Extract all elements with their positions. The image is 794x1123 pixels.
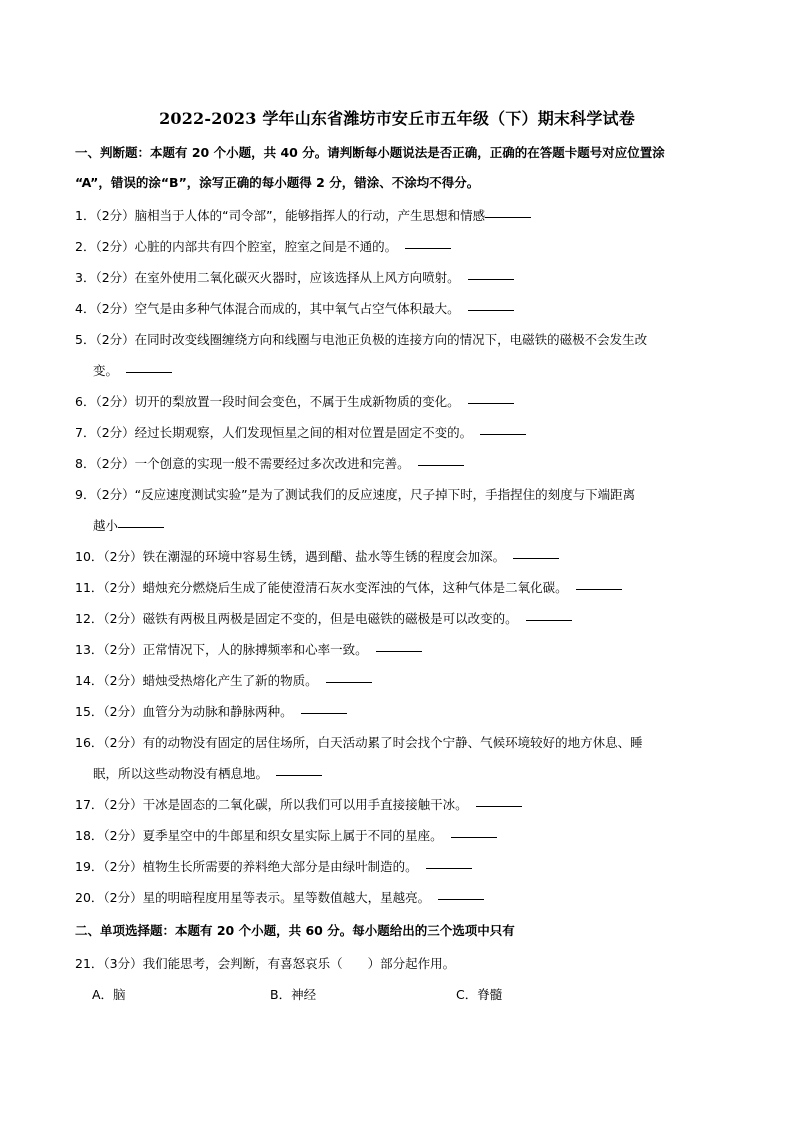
question-number: 14． xyxy=(75,673,104,688)
answer-blank[interactable] xyxy=(480,433,526,435)
option-a[interactable]: A．脑 xyxy=(92,987,126,1002)
question-12 xyxy=(75,603,735,634)
question-number: 4． xyxy=(75,301,96,316)
question-continuation: 眠，所以这些动物没有栖息地。 xyxy=(75,758,735,789)
question-text: （2分）植物生长所需要的养料绝大部分是由绿叶制造的。 xyxy=(103,859,418,874)
question-1 xyxy=(75,200,735,231)
question-20 xyxy=(75,882,735,913)
question-text: （2分）蜡烛受热熔化产生了新的物质。 xyxy=(103,673,318,688)
question-3 xyxy=(75,262,735,293)
section-1-heading-line-2: “A”，错误的涂“B”，涂写正确的每小题得 2 分，错涂、不涂均不得分。 xyxy=(75,175,480,190)
question-19 xyxy=(75,851,735,882)
question-text: （2分）经过长期观察，人们发现恒星之间的相对位置是固定不变的。 xyxy=(95,425,473,440)
question-text: （2分）心脏的内部共有四个腔室，腔室之间是不通的。 xyxy=(95,239,398,254)
question-17 xyxy=(75,789,735,820)
question-number: 9． xyxy=(75,487,96,502)
answer-blank[interactable] xyxy=(485,216,531,218)
question-number: 10． xyxy=(75,549,104,564)
question-number: 19． xyxy=(75,859,104,874)
question-number: 13． xyxy=(75,642,104,657)
answer-blank[interactable] xyxy=(438,898,484,900)
question-text: （2分）有的动物没有固定的居住场所，白天活动累了时会找个宁静、气候环境较好的地方休息、睡 xyxy=(103,735,643,750)
question-number: 8． xyxy=(75,456,96,471)
answer-blank[interactable] xyxy=(476,805,522,807)
question-text: （2分）干冰是固态的二氧化碳，所以我们可以用手直接接触干冰。 xyxy=(103,797,468,812)
question-text: （2分）星的明暗程度用星等表示。星等数值越大，星越亮。 xyxy=(103,890,431,905)
question-9 xyxy=(75,479,735,541)
question-number: 7． xyxy=(75,425,96,440)
question-text: （2分）一个创意的实现一般不需要经过多次改进和完善。 xyxy=(95,456,410,471)
answer-blank[interactable] xyxy=(426,867,472,869)
question-number: 15． xyxy=(75,704,104,719)
section-2-heading: 二、单项选择题：本题有 20 个小题，共 60 分。每小题给出的三个选项中只有 xyxy=(75,923,515,938)
answer-blank[interactable] xyxy=(276,774,322,776)
question-4 xyxy=(75,293,735,324)
question-continuation: 越小 xyxy=(75,510,735,541)
question-8 xyxy=(75,448,735,479)
question-number: 17． xyxy=(75,797,104,812)
answer-blank[interactable] xyxy=(326,681,372,683)
question-text: （2分）脑相当于人体的“司令部”，能够指挥人的行动，产生思想和情感 xyxy=(95,208,486,223)
answer-blank[interactable] xyxy=(513,557,559,559)
option-c[interactable]: C．脊髓 xyxy=(456,987,503,1002)
question-text: （2分）在室外使用二氧化碳灭火器时，应该选择从上风方向喷射。 xyxy=(95,270,460,285)
section-1-heading-line-1: 一、判断题：本题有 20 个小题，共 40 分。请判断每小题说法是否正确，正确的在答题卡题号对应位置涂 xyxy=(75,145,665,160)
question-number: 5． xyxy=(75,332,96,347)
answer-blank[interactable] xyxy=(468,402,514,404)
question-text: （2分）切开的梨放置一段时间会变色，不属于生成新物质的变化。 xyxy=(95,394,460,409)
question-10 xyxy=(75,541,735,572)
question-text: （2分）正常情况下，人的脉搏频率和心率一致。 xyxy=(103,642,368,657)
question-number: 20． xyxy=(75,890,104,905)
answer-blank[interactable] xyxy=(405,247,451,249)
question-text: （2分）磁铁有两极且两极是固定不变的，但是电磁铁的磁极是可以改变的。 xyxy=(103,611,518,626)
question-text: （2分）蜡烛充分燃烧后生成了能使澄清石灰水变浑浊的气体，这种气体是二氧化碳。 xyxy=(103,580,568,595)
question-number: 6． xyxy=(75,394,96,409)
question-2 xyxy=(75,231,735,262)
question-number: 12． xyxy=(75,611,104,626)
question-number: 11． xyxy=(75,580,104,595)
answer-blank[interactable] xyxy=(468,309,514,311)
question-15 xyxy=(75,696,735,727)
question-6 xyxy=(75,386,735,417)
question-text: （2分）“反应速度测试实验”是为了测试我们的反应速度，尺子掉下时，手指捏住的刻度与下端距离 xyxy=(95,487,636,502)
answer-blank[interactable] xyxy=(526,619,572,621)
option-b[interactable]: B．神经 xyxy=(270,987,317,1002)
question-5 xyxy=(75,324,735,386)
question-number: 16． xyxy=(75,735,104,750)
question-number: 3． xyxy=(75,270,96,285)
answer-blank[interactable] xyxy=(376,650,422,652)
answer-blank[interactable] xyxy=(576,588,622,590)
question-14 xyxy=(75,665,735,696)
answer-blank[interactable] xyxy=(468,278,514,280)
question-text: （2分）铁在潮湿的环境中容易生锈，遇到醋、盐水等生锈的程度会加深。 xyxy=(103,549,506,564)
page-title: 2022-2023 学年山东省潍坊市安丘市五年级（下）期末科学试卷 xyxy=(159,109,635,128)
answer-blank[interactable] xyxy=(301,712,347,714)
question-number: 1． xyxy=(75,208,96,223)
question-11 xyxy=(75,572,735,603)
answer-blank[interactable] xyxy=(418,464,464,466)
question-number: 2． xyxy=(75,239,96,254)
question-number: 18． xyxy=(75,828,104,843)
question-text: （2分）夏季星空中的牛郎星和织女星实际上属于不同的星座。 xyxy=(103,828,443,843)
question-number: 21． xyxy=(75,956,104,971)
question-text: （3分）我们能思考，会判断，有喜怒哀乐（ ）部分起作用。 xyxy=(103,956,456,971)
answer-blank[interactable] xyxy=(126,371,172,373)
question-21 xyxy=(75,948,735,979)
question-13 xyxy=(75,634,735,665)
question-continuation: 变。 xyxy=(75,355,735,386)
question-16 xyxy=(75,727,735,789)
question-21-options xyxy=(92,980,692,1010)
answer-blank[interactable] xyxy=(451,836,497,838)
answer-blank[interactable] xyxy=(118,526,164,528)
question-7 xyxy=(75,417,735,448)
question-text: （2分）空气是由多种气体混合而成的，其中氧气占空气体积最大。 xyxy=(95,301,460,316)
question-18 xyxy=(75,820,735,851)
question-text: （2分）在同时改变线圈缠绕方向和线圈与电池正负极的连接方向的情况下，电磁铁的磁极不会发生改 xyxy=(95,332,648,347)
question-text: （2分）血管分为动脉和静脉两种。 xyxy=(103,704,293,719)
